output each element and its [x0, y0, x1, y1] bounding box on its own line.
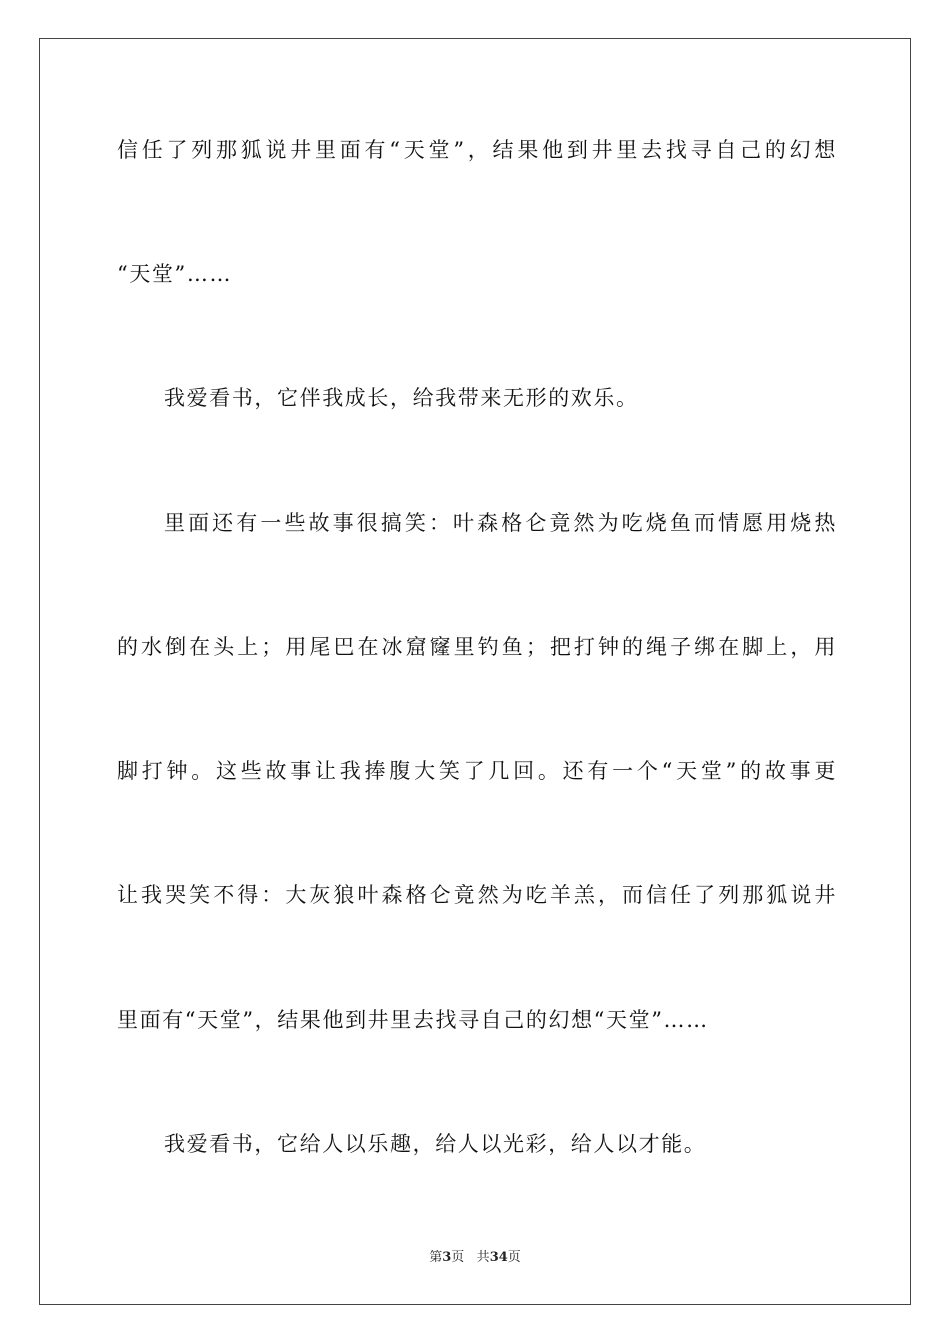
page-number: 3 — [442, 1250, 452, 1265]
page-border — [39, 38, 911, 1305]
paragraph-3-line-1: 我爱看书，它给人以乐趣，给人以光彩，给人以才能。 — [164, 1132, 707, 1156]
paragraph-2-line-1: 里面还有一些故事很搞笑：叶森格仑竟然为吃烧鱼而情愿用烧热 — [164, 511, 837, 535]
page-footer — [0, 1246, 950, 1265]
text-line-1: 信任了列那狐说井里面有“天堂”，结果他到井里去找寻自己的幻想 — [117, 138, 837, 162]
paragraph-2-line-4: 让我哭笑不得：大灰狼叶森格仑竟然为吃羊羔，而信任了列那狐说井 — [117, 883, 837, 907]
page-prefix: 第 — [429, 1250, 443, 1265]
total-pages: 34 — [489, 1250, 508, 1265]
paragraph-2-line-5: 里面有“天堂”，结果他到井里去找寻自己的幻想“天堂”…… — [117, 1008, 709, 1032]
paragraph-1-line-1: 我爱看书，它伴我成长，给我带来无形的欢乐。 — [164, 386, 639, 410]
paragraph-2-line-3: 脚打钟。这些故事让我捧腹大笑了几回。还有一个“天堂”的故事更 — [117, 759, 837, 783]
page-suffix: 页 — [451, 1250, 465, 1265]
paragraph-2-line-2: 的水倒在头上；用尾巴在冰窟窿里钓鱼；把打钟的绳子绑在脚上，用 — [117, 635, 837, 659]
total-suffix: 页 — [507, 1250, 521, 1265]
text-line-2: “天堂”…… — [117, 262, 233, 286]
total-prefix: 共 — [476, 1250, 490, 1265]
